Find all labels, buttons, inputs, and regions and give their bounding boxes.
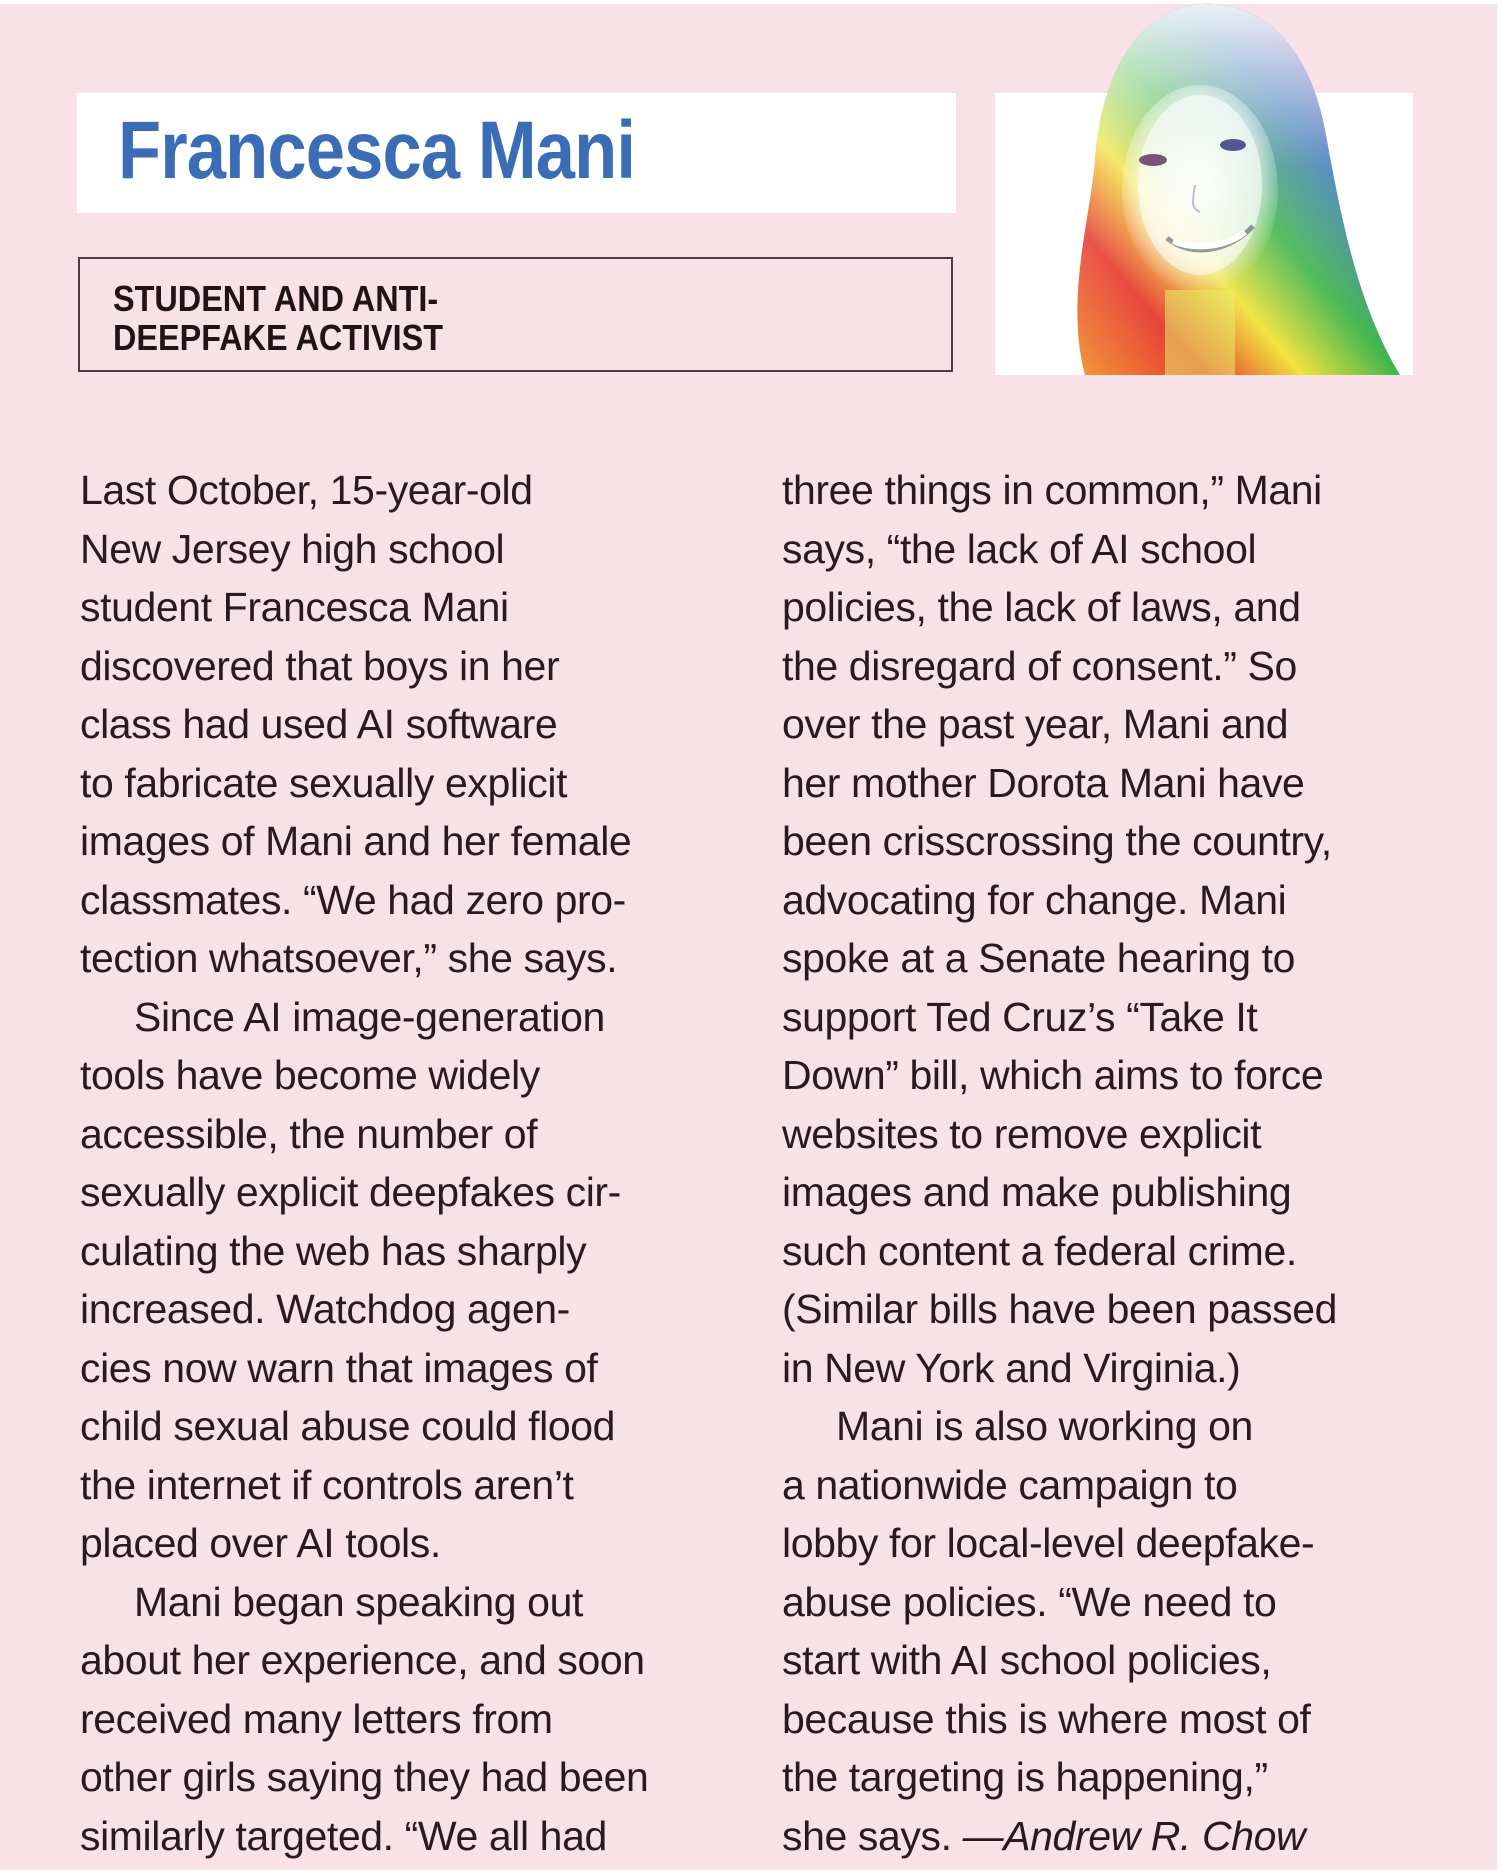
role-line-1: STUDENT AND ANTI- [113,278,439,319]
article-line: culating the web has sharply [80,1227,587,1274]
article-line: sexually explicit deepfakes cir- [80,1169,621,1215]
article-line: discovered that boys in her [80,642,560,689]
article-line: says, “the lack of AI school [782,525,1257,572]
profile-name-title: Francesca Mani [118,105,636,196]
article-line: increased. Watchdog agen- [80,1286,570,1332]
article-line: her mother Dorota Mani have [782,759,1305,806]
article-line: over the past year, Mani and [782,701,1289,747]
article-line: because this is where most of [782,1695,1311,1742]
article-line: classmates. “We had zero pro- [80,876,626,923]
article-line: a nationwide campaign to [782,1461,1238,1508]
author-byline: —Andrew R. Chow [962,1812,1306,1859]
article-line: policies, the lack of laws, and [782,584,1301,630]
article-line: the targeting is happening,” [782,1754,1268,1800]
article-line: abuse policies. “We need to [782,1578,1277,1625]
article-line: to fabricate sexually explicit [80,759,568,806]
role-box [78,257,953,372]
article-column-left [80,461,740,1865]
article-line: child sexual abuse could flood [80,1403,616,1449]
article-line: class had used AI software [80,701,558,747]
article-line: three things in common,” Mani [782,467,1322,513]
article-line: New Jersey high school [80,525,505,572]
article-line: Mani began speaking out [134,1578,583,1625]
article-line: been crisscrossing the country, [782,818,1332,864]
article-line: advocating for change. Mani [782,876,1287,923]
article-line: tection whatsoever,” she says. [80,935,618,981]
article-line: Mani is also working on [836,1403,1253,1449]
article-line: the internet if controls aren’t [80,1461,574,1508]
article-line: such content a federal crime. [782,1227,1297,1274]
article-line: in New York and Virginia.) [782,1344,1241,1391]
article-line: images of Mani and her female [80,818,632,864]
article-line: Since AI image-generation [134,993,605,1040]
article-line: received many letters from [80,1695,553,1742]
article-line: start with AI school policies, [782,1637,1272,1683]
article-line: about her experience, and soon [80,1637,645,1683]
portrait-photo-icon [995,0,1413,375]
article-line-text: she says. [782,1812,963,1859]
title-box [77,93,956,213]
article-line: placed over AI tools. [80,1520,441,1566]
article-column-right [782,461,1462,1865]
article-line: (Similar bills have been passed [782,1286,1338,1332]
article-line: tools have become widely [80,1052,540,1098]
role-label [113,279,443,357]
article-line: cies now warn that images of [80,1344,598,1391]
article-line: other girls saying they had been [80,1754,649,1800]
article-last-line [782,1807,1462,1866]
article-line: accessible, the number of [80,1110,538,1157]
article-line: support Ted Cruz’s “Take It [782,993,1258,1040]
article-line: the disregard of consent.” So [782,642,1297,689]
article-line: similarly targeted. “We all had [80,1812,607,1859]
article-line: Last October, 15-year-old [80,467,533,513]
article-line: student Francesca Mani [80,584,509,630]
article-line: images and make publishing [782,1169,1292,1215]
article-line: Down” bill, which aims to force [782,1052,1324,1098]
article-line: lobby for local-level deepfake- [782,1520,1315,1566]
role-line-2: DEEPFAKE ACTIVIST [113,317,444,358]
article-line: spoke at a Senate hearing to [782,935,1296,981]
article-line: websites to remove explicit [782,1110,1262,1157]
